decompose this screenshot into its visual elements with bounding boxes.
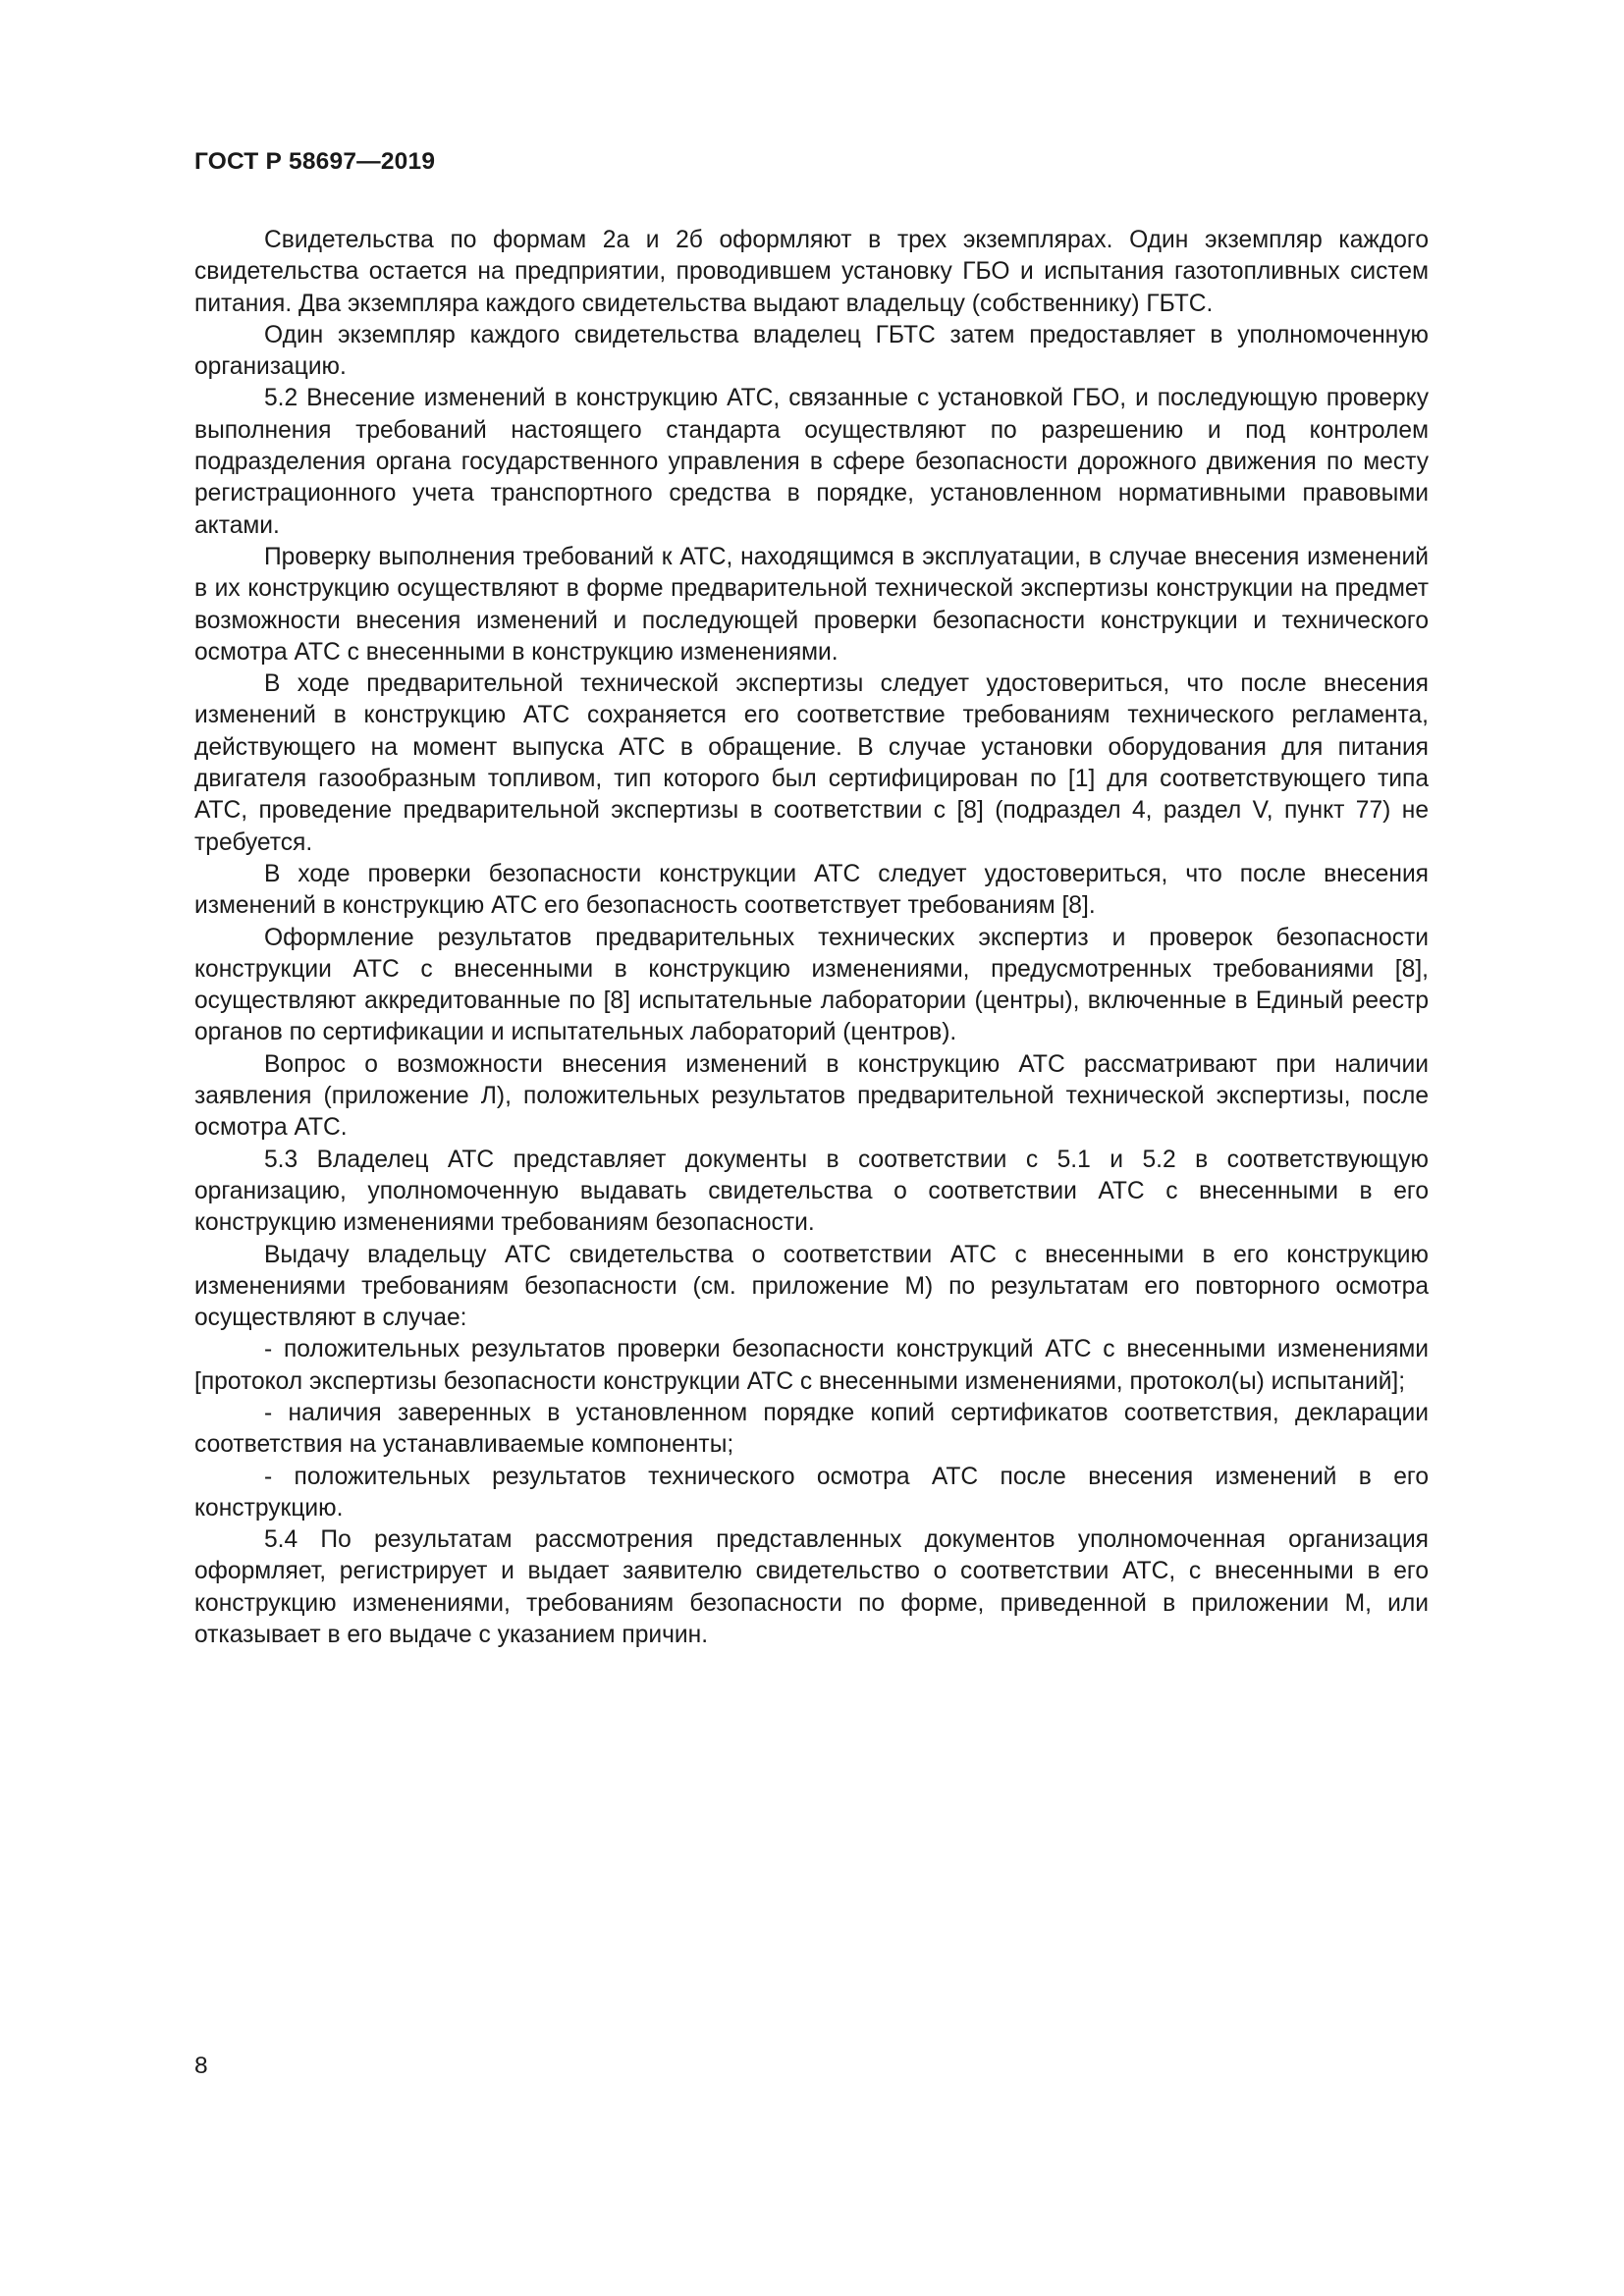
paragraph: 5.2 Внесение изменений в конструкцию АТС, связанные с установкой ГБО, и последующую проверку выполнения требований настоящего стандарта осуществляют по разрешению и под контролем подразделения органа государственного управления в сфере безопасности дорожного движения по месту регистрационного учета транспортного средства в порядке, установленном нормативными правовыми актами. (194, 385, 1429, 539)
document-body (194, 225, 1429, 1651)
list-item: - наличия заверенных в установленном порядке копий сертификатов соответствия, декларации соответствия на устанавливаемые компоненты; (194, 1399, 1429, 1459)
document-header: ГОСТ Р 58697—2019 (194, 148, 436, 175)
paragraph: 5.4 По результатам рассмотрения представленных документов уполномоченная организация оформляет, регистрирует и выдает заявителю свидетельство о соответствии АТС, с внесенными в его конструкцию изменениями, требованиям безопасности по форме, приведенной в приложении М, или отказывает в его выдаче с указанием причин. (194, 1526, 1429, 1649)
paragraph: 5.3 Владелец АТС представляет документы в соответствии с 5.1 и 5.2 в соответствующую организацию, уполномоченную выдавать свидетельства о соответствии АТС с внесенными в его конструкцию изменениями требованиям безопасности. (194, 1146, 1429, 1237)
page-number: 8 (194, 2053, 208, 2079)
paragraph: В ходе проверки безопасности конструкции АТС следует удостовериться, что после внесения изменений в конструкцию АТС его безопасность соответствует требованиям [8]. (194, 860, 1429, 920)
list-item: - положительных результатов проверки безопасности конструкций АТС с внесенными изменениями [протокол экспертизы безопасности конструкции АТС с внесенными изменениями, протокол(ы) испытаний]; (194, 1336, 1429, 1395)
paragraph: Оформление результатов предварительных технических экспертиз и проверок безопасности конструкции АТС с внесенными в конструкцию изменениями, предусмотренных требованиями [8], осуществляют аккредитованные по [8] испытательные лаборатории (центры), включенные в Единый реестр органов по сертификации и испытательных лабораторий (центров). (194, 924, 1429, 1046)
paragraph: Вопрос о возможности внесения изменений в конструкцию АТС рассматривают при наличии заявления (приложение Л), положительных результатов предварительной технической экспертизы, после осмотра АТС. (194, 1050, 1429, 1142)
paragraph: В ходе предварительной технической экспертизы следует удостовериться, что после внесения изменений в конструкцию АТС сохраняется его соответствие требованиям технического регламента, действующего на момент выпуска АТС в обращение. В случае установки оборудования для питания двигателя газообразным топливом, тип которого был сертифицирован по [1] для соответствующего типа АТС, проведение предварительной экспертизы в соответствии с [8] (подраздел 4, раздел V, пункт 77) не требуется. (194, 670, 1429, 856)
paragraph: Выдачу владельцу АТС свидетельства о соответствии АТС с внесенными в его конструкцию изменениями требованиям безопасности (см. приложение М) по результатам его повторного осмотра осуществляют в случае: (194, 1241, 1429, 1332)
paragraph: Свидетельства по формам 2а и 2б оформляют в трех экземплярах. Один экземпляр каждого свидетельства остается на предприятии, проводившем установку ГБО и испытания газотопливных систем питания. Два экземпляра каждого свидетельства выдают владельцу (собственнику) ГБТС. (194, 227, 1429, 317)
list-item: - положительных результатов технического осмотра АТС после внесения изменений в его конструкцию. (194, 1463, 1429, 1522)
paragraph: Один экземпляр каждого свидетельства владелец ГБТС затем предоставляет в уполномоченную организацию. (194, 321, 1429, 381)
paragraph: Проверку выполнения требований к АТС, находящимся в эксплуатации, в случае внесения изменений в их конструкцию осуществляют в форме предварительной технической экспертизы конструкции на предмет возможности внесения изменений и последующей проверки безопасности конструкции и технического осмотра АТС с внесенными в конструкцию изменениями. (194, 543, 1429, 666)
